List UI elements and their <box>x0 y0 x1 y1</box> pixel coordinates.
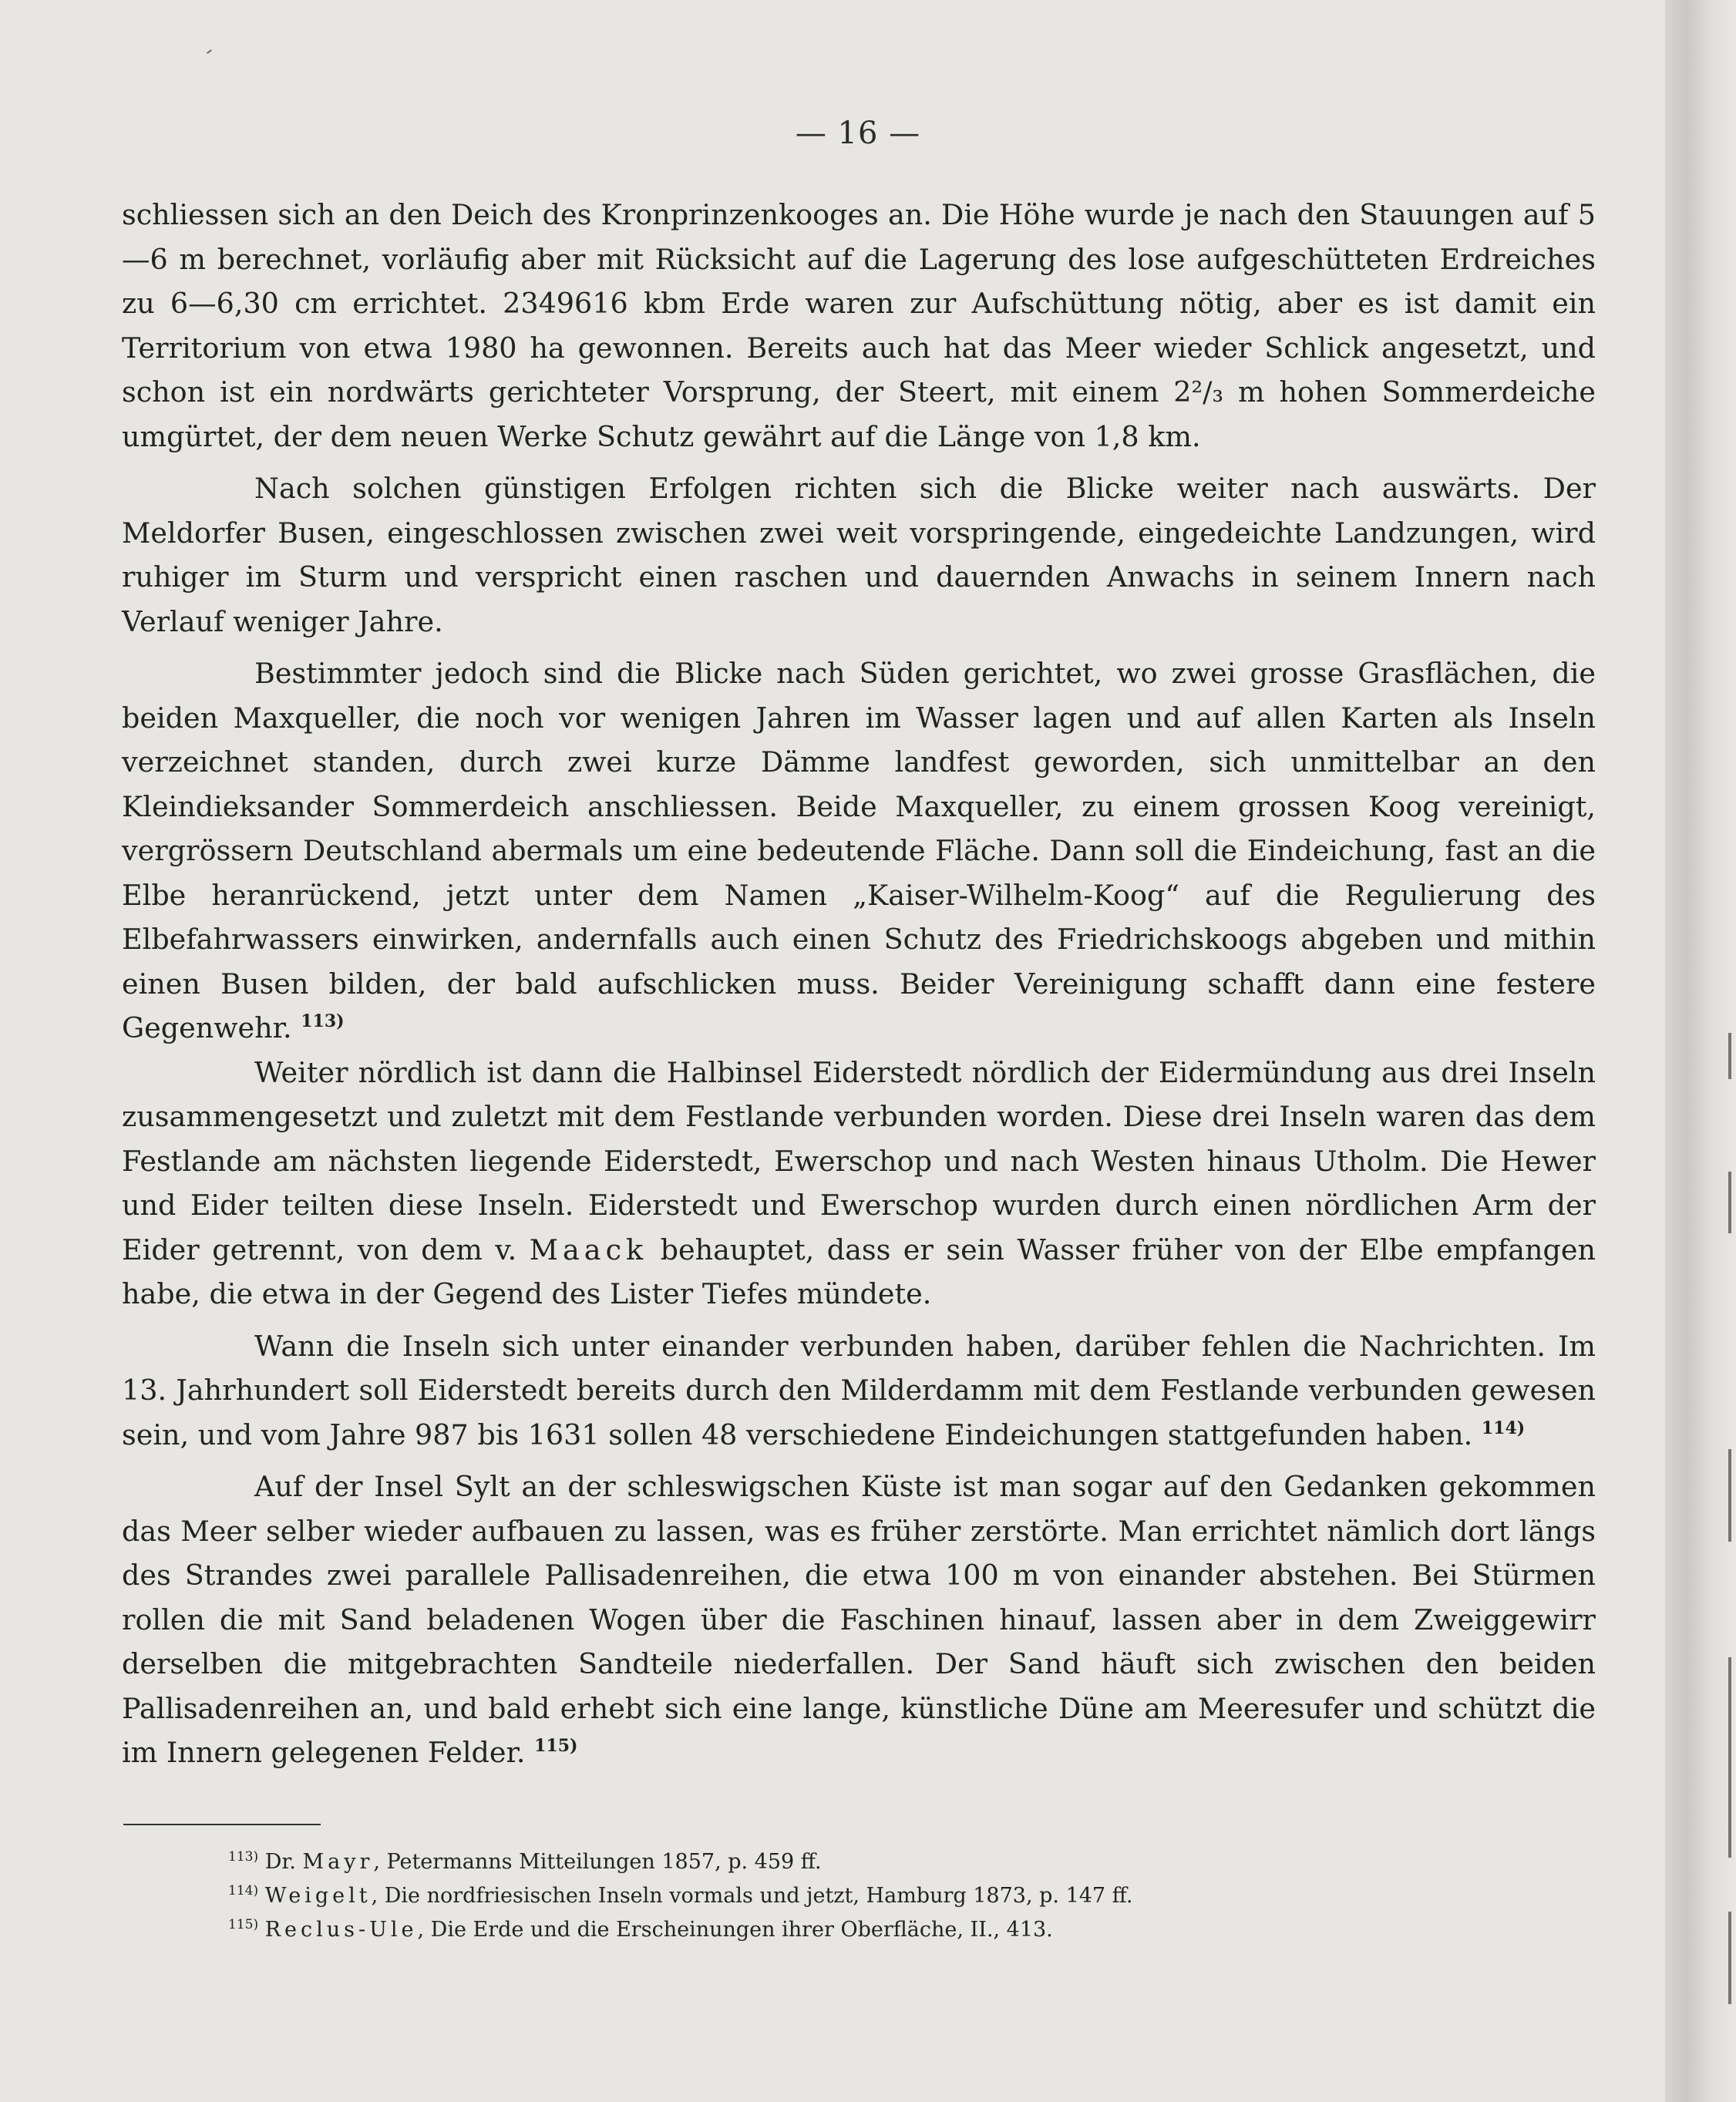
footnote-author: Mayr <box>302 1850 374 1874</box>
footnote-number: 114) <box>228 1883 259 1899</box>
paragraph-5 <box>122 1324 1596 1458</box>
paragraph-4-text: Weiter nördlich ist dann die Halbinsel Eiderstedt nördlich der Eidermündung aus drei Inseln zusammengesetzt und zuletzt mit dem Festlande verbunden worden. Diese drei Inseln waren das dem Festlande am nächsten liegende Eiderstedt, Ewerschop und nach Westen hinaus Utholm. Die Hewer und Eider teilten diese Inseln. Eiderstedt und Ewerschop wurden durch einen nördlichen Arm der Eider getrennt, von dem v. <box>122 1055 1596 1266</box>
footnotes <box>228 1845 1462 1947</box>
footnote-114 <box>228 1879 1462 1913</box>
gutter-mark <box>1728 1449 1731 1542</box>
footnote-115 <box>228 1913 1462 1947</box>
paragraph-6-text: Auf der Insel Sylt an der schleswigschen Küste ist man sogar auf den Gedanken gekommen das Meer selber wieder aufbauen zu lassen, was es früher zerstörte. Man errichtet nämlich dort längs des Strandes zwei parallele Pallisadenreihen, die etwa 100 m von einander abstehen. Bei Stürmen rollen die mit Sand beladenen Wogen über die Faschinen hinauf, lassen aber in dem Zweiggewirr derselben die mitgebrachten Sandteile niederfallen. Der Sand häuft sich zwischen den beiden Pallisadenreihen an, und bald erhebt sich eine lange, künstliche Düne am Meeresufer und schützt die im Innern gelegenen Felder. <box>122 1470 1596 1769</box>
fraction-two-and-two-thirds: 2²/₃ <box>1173 375 1224 409</box>
paragraph-6 <box>122 1465 1596 1775</box>
footnote-citation: , Die nordfriesischen Inseln vormals und jetzt, Hamburg 1873, p. 147 ff. <box>371 1884 1133 1908</box>
paragraph-1 <box>122 193 1596 459</box>
paragraph-3 <box>122 651 1596 1051</box>
scan-speck <box>207 49 212 54</box>
footnote-citation: , Petermanns Mitteilungen 1857, p. 459 ff. <box>373 1850 822 1874</box>
author-name-maack: Maack <box>529 1233 648 1266</box>
footnote-number: 113) <box>228 1849 259 1865</box>
paragraph-1-text: schliessen sich an den Deich des Kronprinzenkooges an. Die Höhe wurde je nach den Stauungen auf 5—6 m berechnet, vorläufig aber mit Rücksicht auf die Lagerung des lose aufgeschütteten Erdreiches zu 6—6,30 cm errichtet. 2349616 kbm Erde waren zur Aufschüttung nötig, aber es ist damit ein Territorium von etwa 1980 ha gewonnen. Bereits auch hat das Meer wieder Schlick angesetzt, und schon ist ein nordwärts gerichteter Vorsprung, der Steert, mit einem <box>122 198 1596 409</box>
paragraph-2-text: Nach solchen günstigen Erfolgen richten sich die Blicke weiter nach auswärts. Der Meldorfer Busen, eingeschlossen zwischen zwei weit vorspringende, eingedeichte Landzungen, wird ruhiger im Sturm und verspricht einen raschen und dauernden Anwachs in seinem Innern nach Verlauf weniger Jahre. <box>122 472 1596 638</box>
paragraph-1-text-after: m hohen Sommerdeiche umgürtet, der dem neuen Werke Schutz gewährt auf die Länge von 1,8 km. <box>122 375 1596 453</box>
gutter-mark <box>1728 1033 1731 1079</box>
page-gutter-shadow <box>1665 0 1736 2102</box>
footnote-number: 115) <box>228 1917 259 1932</box>
footnote-author: Weigelt <box>264 1884 372 1908</box>
paragraph-3-text: Bestimmter jedoch sind die Blicke nach Süden gerichtet, wo zwei grosse Grasflächen, die beiden Maxqueller, die noch vor wenigen Jahren im Wasser lagen und auf allen Karten als Inseln verzeichnet standen, durch zwei kurze Dämme landfest geworden, sich unmittelbar an den Kleindieksander Sommerdeich anschliessen. Beide Maxqueller, zu einem grossen Koog vereinigt, vergrössern Deutschland abermals um eine bedeutende Fläche. Dann soll die Eindeichung, fast an die Elbe heranrückend, jetzt unter dem Namen „Kaiser-Wilhelm-Koog“ auf die Regulierung des Elbefahrwassers einwirken, andernfalls auch einen Schutz des Friedrichskoogs abgeben und mithin einen Busen bilden, der bald aufschlicken muss. Beider Vereinigung schafft dann eine festere Gegenwehr. <box>122 657 1596 1044</box>
body-text <box>122 193 1596 1775</box>
paragraph-4 <box>122 1051 1596 1317</box>
footnote-author: Reclus-Ule <box>264 1918 418 1942</box>
footnote-ref-113: 113) <box>301 1011 345 1031</box>
footnote-prefix: Dr. <box>264 1850 303 1874</box>
footnote-citation: , Die Erde und die Erscheinungen ihrer Oberfläche, II., 413. <box>417 1918 1053 1942</box>
footnote-ref-114: 114) <box>1481 1418 1526 1438</box>
paragraph-4-text-after: behauptet, dass er sein Wasser früher von der Elbe empfangen habe, die etwa in der Gegend des Lister Tiefes mündete. <box>122 1233 1596 1310</box>
gutter-mark <box>1728 1912 1731 2004</box>
footnote-ref-115: 115) <box>534 1736 578 1756</box>
gutter-mark <box>1728 1657 1731 1858</box>
gutter-mark <box>1728 1172 1731 1233</box>
paragraph-5-text: Wann die Inseln sich unter einander verbunden haben, darüber fehlen die Nachrichten. Im 13. Jahrhundert soll Eiderstedt bereits durch den Milderdamm mit dem Festlande verbunden gewesen sein, und vom Jahre 987 bis 1631 sollen 48 verschiedene Eindeichungen stattgefunden haben. <box>122 1329 1596 1451</box>
paragraph-2 <box>122 466 1596 644</box>
page-number: — 16 — <box>795 116 921 151</box>
footnote-separator <box>123 1824 321 1825</box>
footnote-113 <box>228 1845 1462 1879</box>
